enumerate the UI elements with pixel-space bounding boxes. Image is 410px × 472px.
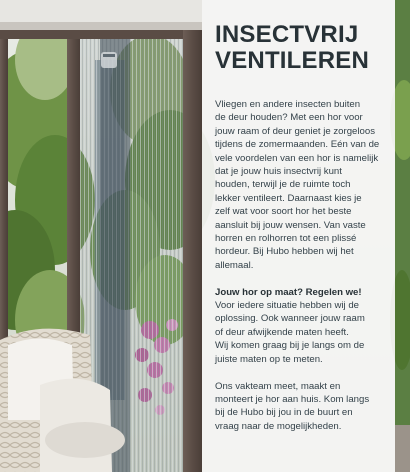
section-2-line: juiste maten op te meten. (215, 353, 323, 365)
intro-line: Vliegen en andere insecten buiten (215, 99, 361, 110)
intro-line: aansluit bij jouw wensen. Van vaste (215, 219, 366, 231)
intro-line: hordeur. Bij Hubo hebben wij het (215, 246, 354, 258)
section-3-paragraph (215, 380, 387, 434)
page-title (215, 22, 387, 74)
section-3-line: vraag naar de mogelijkheden. (215, 420, 342, 432)
text-panel (202, 0, 395, 472)
subheading: Jouw hor op maat? Regelen we! (215, 286, 362, 298)
intro-line: allemaal. (215, 259, 254, 271)
paragraph-gap (215, 366, 387, 379)
title-line-2: VENTILEREN (215, 47, 370, 74)
intro-line: tijdens de zomermaanden. Eén van de (215, 139, 380, 151)
section-2-line: oplossing. Ook wanneer jouw raam (215, 313, 365, 325)
section-2-paragraph (215, 286, 387, 366)
title-line-1: INSECTVRIJ (215, 21, 359, 48)
intro-line: dat je jouw huis insectvrij kunt (215, 166, 342, 178)
intro-line: zelf wat voor soort hor het beste (215, 206, 352, 218)
intro-line: lekker ventileert. Daarnaast kies je (215, 192, 362, 204)
article-body (215, 98, 387, 433)
intro-line: houden, terwijl je de ruimte toch (215, 179, 351, 191)
paragraph-gap (215, 272, 387, 285)
section-3-line: bij de Hubo bij jou in de buurt en (215, 407, 353, 419)
section-2-line: Wij komen graag bij je langs om de (215, 340, 365, 352)
section-2-line: Voor iedere situatie hebben wij de (215, 300, 360, 312)
intro-line: horren en rolhorren tot een plissé (215, 233, 357, 245)
intro-paragraph (215, 98, 387, 272)
section-3-line: monteert je hor aan huis. Kom langs (215, 393, 370, 405)
intro-line: jouw raam of deur geniet je zorgeloos (215, 125, 375, 137)
section-2-line: of deur afwijkende maten heeft. (215, 326, 349, 338)
intro-line: de deur houden? Met een hor voor (215, 112, 363, 124)
intro-line: vele voordelen van een hor is namelijk (215, 152, 379, 164)
section-3-line: Ons vakteam meet, maakt en (215, 380, 341, 392)
